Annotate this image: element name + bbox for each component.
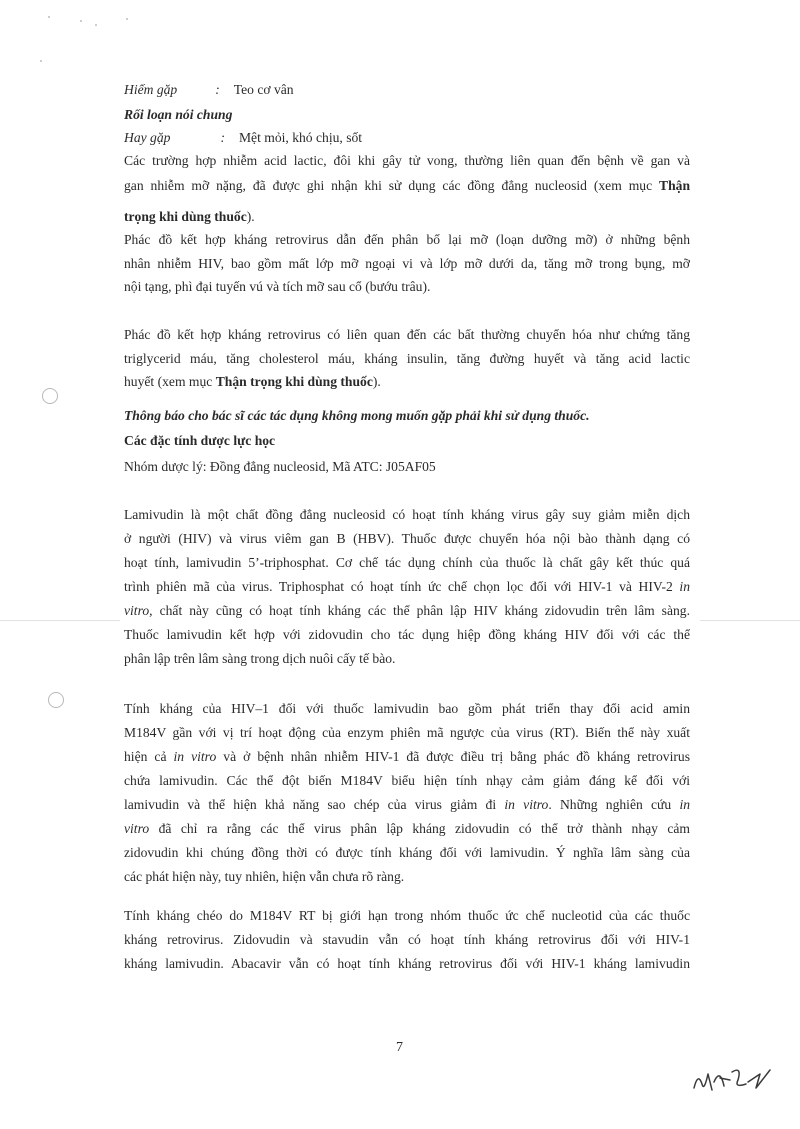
text-span: vitro [124,821,150,836]
text-line [124,773,690,789]
text-line [124,579,690,595]
text-span: Tính kháng của HIV–1 đối với thuốc lamivudin bao gồm phát triển thay đổi acid amin [124,701,690,716]
text-line [124,153,690,169]
scan-speck [95,24,97,26]
text-span: in vitro [173,749,217,764]
text-span: Nhóm dược lý: Đồng đẳng nucleosid, Mã ATC: J05AF05 [124,459,436,474]
text-span: phân lập trên lâm sàng trong dịch nuôi cấy tế bào. [124,651,396,666]
page-number: 7 [396,1040,403,1055]
scan-line [700,620,800,621]
text-span: . Những nghiên cứu [548,797,680,812]
text-span: nội tạng, phì đại tuyến vú và tích mỡ sau cổ (bướu trâu). [124,279,431,294]
text-line [124,433,275,449]
text-span: ở người (HIV) và virus viêm gan B (HBV). Thuốc được chuyển hóa nội bào thành dạng có [124,531,690,546]
text-span: Teo cơ vân [233,82,294,97]
text-span: in [679,797,691,812]
text-line [124,725,690,741]
text-span: Hay gặp [124,130,171,145]
text-line [124,627,690,643]
text-span: M184V gần với vị trí hoạt động của enzym phiên mã ngược của virus (RT). Biến thể này xuất [124,725,690,740]
text-span: Phác đồ kết hợp kháng retrovirus dẫn đến phân bố lại mỡ (loạn dưỡng mỡ) ở những bệnh [124,232,690,247]
scan-speck [126,18,128,20]
text-span: nhân nhiễm HIV, bao gồm mất lớp mỡ ngoại vi và lớp mỡ dưới da, tăng mỡ trong bụng, mỡ [124,256,690,271]
text-span: Mệt mỏi, khó chịu, sốt [238,130,363,145]
text-line [124,749,690,765]
scan-speck [40,60,42,62]
text-span: , chất này cũng có hoạt tính kháng các thể phân lập HIV kháng zidovudin trên lâm sàng. [149,603,690,618]
text-span: Thận [659,178,690,193]
text-span: kháng retrovirus. Zidovudin và stavudin vẫn có hoạt tính kháng retrovirus đối với HIV-1 [124,932,690,947]
text-line [124,130,362,146]
text-line [124,351,690,367]
text-span: Lamivudin là một chất đồng đẳng nucleosid có hoạt tính kháng virus gây suy giảm miễn dịch [124,507,690,522]
text-line [124,209,255,225]
text-span: Các đặc tính dược lực học [124,433,276,448]
text-line [124,82,294,98]
text-span: zidovudin khi chúng đồng thời có được tính kháng đối với lamivudin. Ý nghĩa lâm sàng của [124,845,690,860]
text-line [124,327,690,343]
text-line [124,107,232,123]
text-span: triglycerid máu, tăng cholesterol máu, kháng insulin, tăng đường huyết và tăng acid lactic [124,351,690,366]
text-line [124,603,690,619]
text-span: hiện cả [124,749,174,764]
text-span: hoạt tính, lamivudin 5’-triphosphat. Cơ chế tác dụng chính của thuốc là chất gây kết thúc quá [124,555,690,570]
text-span: chứa lamivudin. Các thể đột biến M184V biểu hiện tính nhạy cảm giảm đáng kể đối với [124,773,690,788]
text-span: kháng lamivudin. Abacavir vẫn có hoạt tính kháng retrovirus đối với HIV-1 kháng lamivudin [124,956,690,971]
text-line [124,797,690,813]
text-span: các phát hiện này, tuy nhiên, hiện vẫn chưa rõ ràng. [124,869,405,884]
text-span: lamivudin và thể hiện khả năng sao chép của virus giảm đi [124,797,505,812]
text-line [124,701,690,717]
text-line [124,651,395,667]
text-line [124,256,690,272]
text-line [124,555,690,571]
text-span: : [215,82,220,97]
text-line [124,459,436,475]
text-span: Thông báo cho bác sĩ các tác dụng không mong muốn gặp phải khi sử dụng thuốc. [124,408,590,423]
text-span: trọng khi dùng thuốc [124,209,247,224]
text-span: huyết (xem mục [124,374,216,389]
text-line [124,869,404,885]
scan-speck [48,16,50,18]
text-line [124,408,590,424]
text-line [124,531,690,547]
text-line [124,956,690,972]
text-line [124,279,430,295]
punch-hole [48,692,64,708]
text-span: Tính kháng chéo do M184V RT bị giới hạn trong nhóm thuốc ức chế nucleotid của các thuốc [124,908,690,923]
text-line [124,845,690,861]
text-line [124,932,690,948]
text-line [124,507,690,523]
text-span: Thuốc lamivudin kết hợp với zidovudin cho tác dụng hiệp đồng kháng HIV đối với các thể [124,627,690,642]
text-span: Rối loạn nói chung [124,107,233,122]
handwritten-initials [690,1062,780,1098]
text-span: Hiếm gặp [124,82,178,97]
text-span: gan nhiễm mỡ nặng, đã được ghi nhận khi sử dụng các đồng đẳng nucleosid (xem mục [124,178,660,193]
text-line [124,908,690,924]
text-line [124,374,381,390]
text-span: : [220,130,225,145]
punch-hole [42,388,58,404]
text-span: Các trường hợp nhiễm acid lactic, đôi khi gây tử vong, thường liên quan đến bệnh về gan và [124,153,690,168]
text-span: Thận trọng khi dùng thuốc [215,374,373,389]
text-span: vitro [124,603,150,618]
text-span: và ở bệnh nhân nhiễm HIV-1 đã được điều trị bằng phác đồ kháng retrovirus [216,749,690,764]
text-span: in vitro [504,797,549,812]
scan-speck [80,20,82,22]
text-span: ). [246,209,255,224]
text-line [124,821,690,837]
text-line [124,232,690,248]
text-span: ). [372,374,381,389]
text-span: trình phiên mã của virus. Triphosphat có hoạt tính ức chế chọn lọc đối với HIV-1 và HIV-2 [124,579,680,594]
text-line [124,178,690,194]
scan-line [0,620,120,621]
text-span: Phác đồ kết hợp kháng retrovirus có liên quan đến các bất thường chuyển hóa như chứng tăng [124,327,690,342]
text-span: đã chỉ ra rằng các thể virus phân lập kháng zidovudin có thể trở thành nhạy cảm [149,821,690,836]
text-span: in [679,579,690,594]
